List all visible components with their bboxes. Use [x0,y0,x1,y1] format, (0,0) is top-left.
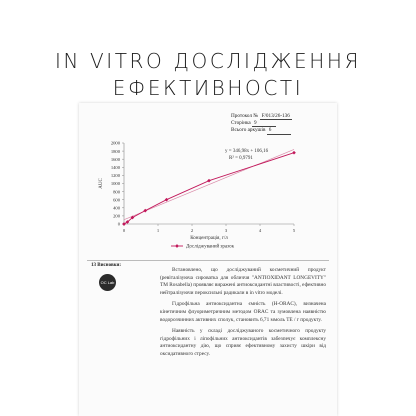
trend-r-squared: R² = 0,9791 [229,156,253,161]
report-document [79,103,337,416]
data-point [292,151,296,155]
y-tick-label: 2000 [110,140,120,146]
protocol-row [231,113,331,120]
protocol-value: F/013/26-136 [261,113,290,119]
conclusion-paragraph: Встановлено, що досліджуваний косметичний продукт (ревіталізуюча сироватка для обличчя "ANTIOXIDANT LONGEVITY" TM Rosabella) проявляє виражені антиоксидантні властивості, ефективно нейтралізуючи пероксильні радикали в in vitro моделі. [160,267,326,296]
x-tick-label: 5 [292,228,296,233]
y-tick-label: 400 [113,205,120,211]
total-label: Всього аркушів [231,127,266,134]
y-tick-label: 600 [113,197,120,203]
data-point [165,198,169,202]
x-tick-label: 0 [122,228,126,233]
y-tick-label: 1000 [110,181,120,187]
headline-line-2: ЕФЕКТИВНОСТІ [112,76,304,100]
x-tick-label: 2 [190,228,194,233]
x-axis-label: Концентрація, г/л [190,236,228,241]
x-tick-label: 1 [156,228,160,233]
trendline [124,149,294,219]
page-row [231,120,331,127]
x-tick-label: 4 [258,228,262,233]
conclusions-label: 13 Висновки: [91,263,122,268]
trend-equation: y = 346,98x + 106,16 [225,149,269,154]
page-value: 9 [252,120,276,127]
data-point [207,179,211,183]
data-point [143,209,147,213]
protocol-label: Протокол № [231,113,259,119]
auc-chart [79,135,337,257]
total-row [231,127,331,134]
legend-label: Досліджуваний зразок [186,244,234,250]
protocol-meta [231,113,331,135]
y-tick-label: 200 [113,213,120,219]
y-axis-label: AUC [99,178,104,189]
page-label: Сторінка [231,120,251,127]
y-tick-label: 1200 [110,173,120,179]
conclusion-paragraph: Гідрофільна антиоксидантна ємність (H-ORAC), визначена кінетичним флуориметричним методом ORAC та зумовлена наявністю водорозчинних активних сполук, становить 6,71 ммоль TE / г продукту. [160,301,326,323]
lab-logo: OC Lab [99,274,116,291]
y-tick-label: 1600 [110,156,120,162]
y-tick-label: 0 [117,221,120,227]
y-tick-label: 800 [113,189,120,195]
conclusion-paragraph: Наявність у складі досліджуваного косметичного продукту гідрофільних і ліпофільних антиоксидантів забезпечує комплексну антиоксидантну дію, що сприяє ефективному захисту шкіри від оксидативного стресу. [160,328,326,357]
total-value: 6 [267,127,291,134]
x-tick-label: 3 [224,228,228,233]
headline-line-1: IN VITRO ДОСЛІДЖЕННЯ [54,49,362,73]
conclusions-text [160,267,326,363]
section-divider [87,260,329,261]
y-tick-label: 1400 [110,165,120,170]
legend-swatch-marker [175,244,179,248]
y-tick-label: 1800 [110,148,120,154]
series-line [124,153,294,224]
